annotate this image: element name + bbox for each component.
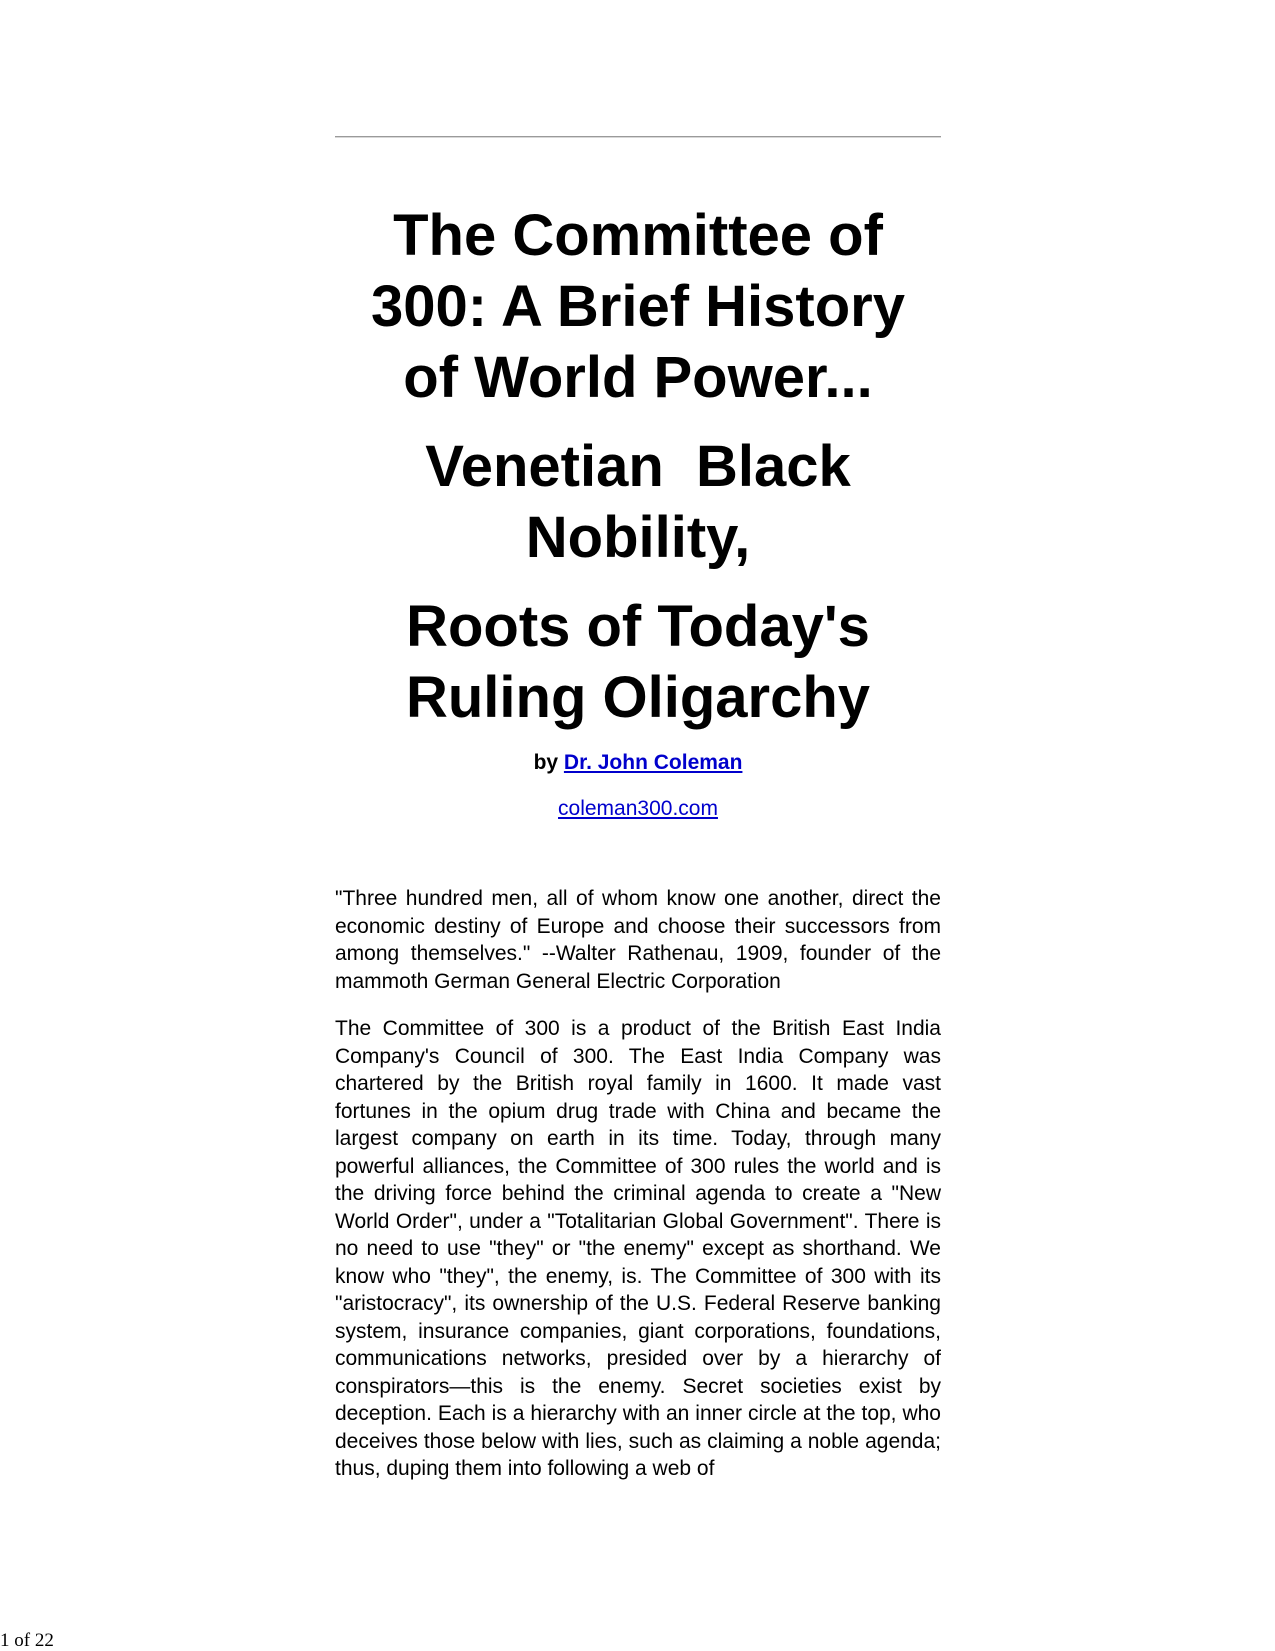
horizontal-rule xyxy=(335,136,941,138)
document-title xyxy=(335,200,941,733)
title-line-4: Venetian Black xyxy=(425,434,851,499)
epigraph-quote: "Three hundred men, all of whom know one another, direct the economic destiny of Europe and choose their successors from among themselves." --Walter Rathenau, 1909, founder of the mammoth German General Electric Corporation xyxy=(335,887,941,993)
title-line-5: Nobility, xyxy=(525,505,751,570)
title-line-3: of World Power... xyxy=(403,345,873,410)
title-line-2: 300: A Brief History xyxy=(371,274,905,339)
title-line-1: The Committee of xyxy=(393,203,883,268)
page-content xyxy=(335,136,941,1483)
title-line-7: Ruling Oligarchy xyxy=(405,665,871,730)
page-number: 1 of 22 xyxy=(0,1630,54,1651)
byline-prefix: by xyxy=(533,751,564,774)
title-line-6: Roots of Today's xyxy=(406,594,870,659)
website-link[interactable]: coleman300.com xyxy=(558,797,718,820)
website xyxy=(335,795,941,823)
byline xyxy=(335,749,941,777)
author-link[interactable]: Dr. John Coleman xyxy=(563,751,743,774)
body-paragraph: The Committee of 300 is a product of the British East India Company's Council of 300. The East India Company was chartered by the British royal family in 1600. It made vast fortunes in the opium drug trade with China and became the largest company on earth in its time. Today, through many powerful alliances, the Committee of 300 rules the world and is the driving force behind the criminal agenda to create a "New World Order", under a "Totalitarian Global Government". There is no need to use "they" or "the enemy" except as shorthand. We know who "they", the enemy, is. The Committee of 300 with its "aristocracy", its ownership of the U.S. Federal Reserve banking system, insurance companies, giant corporations, foundations, communications networks, presided over by a hierarchy of conspirators—this is the enemy. Secret societies exist by deception. Each is a hierarchy with an inner circle at the top, who deceives those below with lies, such as claiming a noble agenda; thus, duping them into following a web of xyxy=(335,1017,941,1480)
